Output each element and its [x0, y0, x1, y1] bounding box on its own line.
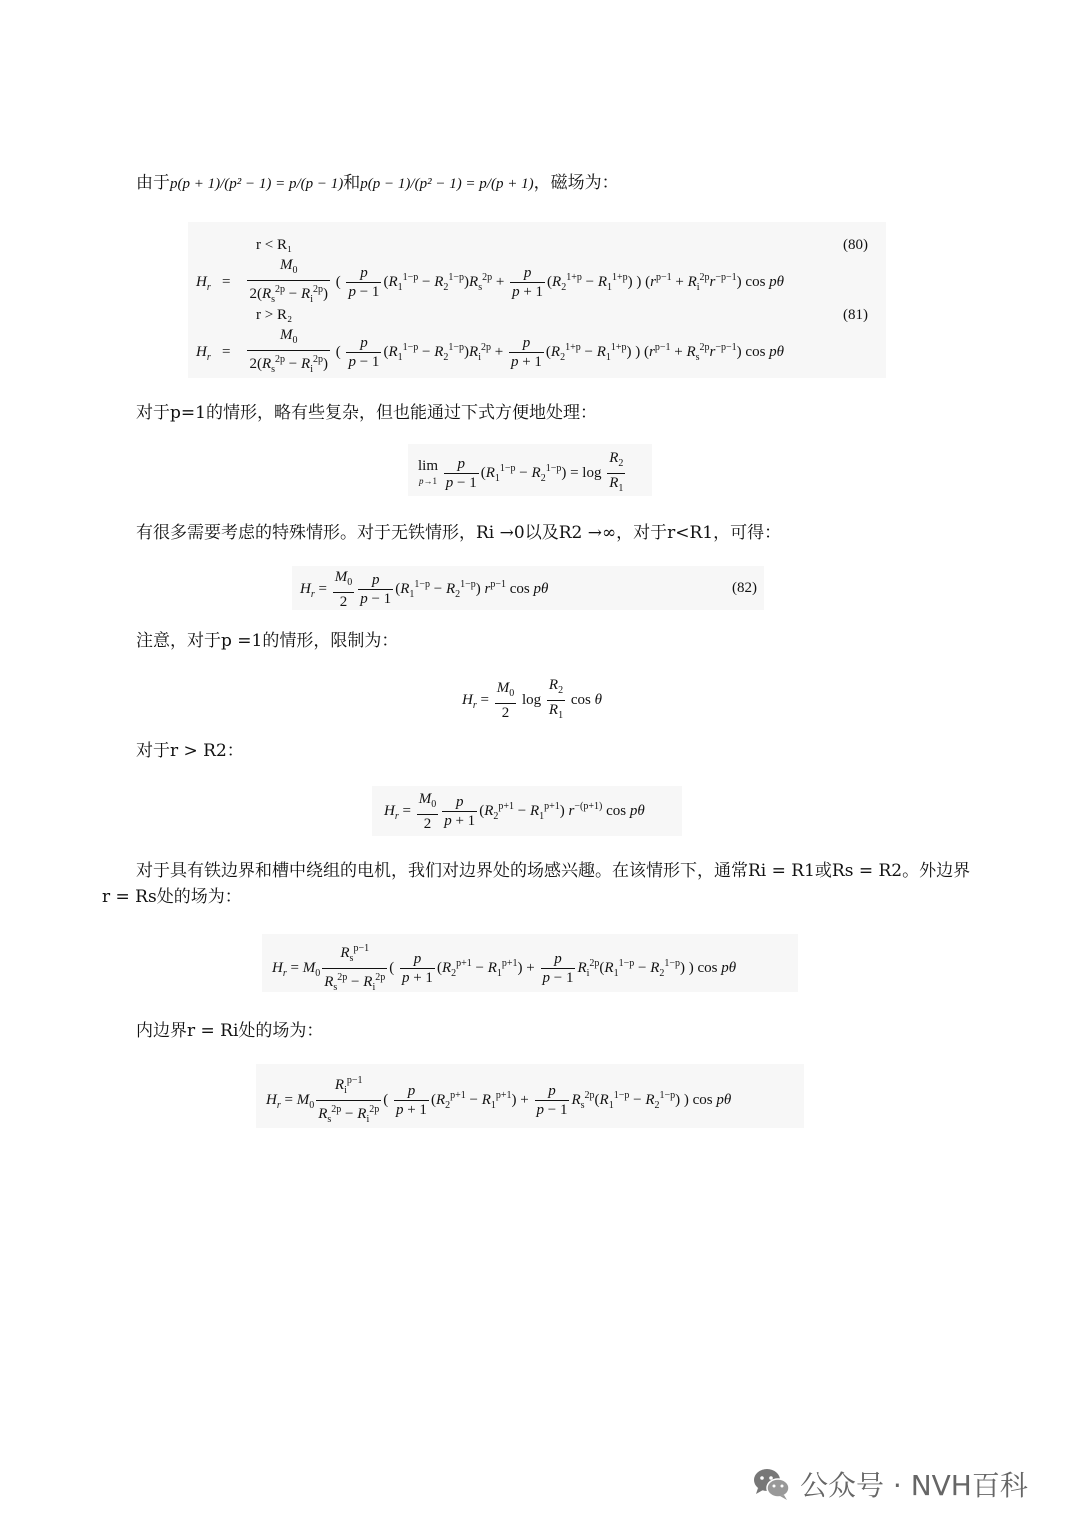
paragraph-3: 有很多需要考虑的特殊情形。对于无铁情形，Ri →0以及R2 →∞，对于r<R1，可得：: [136, 523, 782, 543]
equation-outer-boundary: $H_r = M_0$ $\frac{R_s^{p-1}}{R_s^{2p} - R_i^{2p}}$ ( $\frac{p}{p + 1}$ $(R_2^{p+1} - R_1^{p+1})$ + $\frac{p}{p - 1}$ $R_i^{2p}(R_1^{1-p} - R_2^{1-p})$ ) cos pθ: [272, 940, 736, 997]
paragraph-1-post: ，磁场为：: [533, 173, 619, 193]
paragraph-5: 对于r > R2：: [136, 741, 244, 761]
equation-81-condition: r > R₂: [256, 307, 293, 323]
equation-80-condition: r < R₁: [256, 237, 293, 253]
paragraph-4: 注意，对于p =1的情形，限制为：: [136, 631, 399, 651]
watermark-text: 公众号 · NVH百科: [800, 1469, 1028, 1502]
paragraph-2: 对于p=1的情形，略有些复杂，但也能通过下式方便地处理：: [136, 403, 597, 423]
wechat-icon: [752, 1467, 792, 1501]
equation-80: $H_r$ = $\frac{M_0}{2(R_s^{2p} - R_i^{2p})}$ ( $\frac{p}{p - 1}$ $(R_1^{1-p} - R_2^{1-p})R_s^{2p}$ + $\frac{p}{p + 1}$ $(R_2^{1+p} - R_1^{1+p})$ ) $(r^{p-1} + R_i^{2p}r^{-p-1})$ cos pθ: [196, 257, 785, 305]
equation-81-number: (81): [843, 307, 868, 323]
watermark: [752, 1464, 1028, 1504]
paragraph-1-math-1: p(p + 1)/(p² − 1) = p/(p − 1): [170, 176, 344, 192]
equation-82: $H_r$ = $\frac{M_0}{2}$ $\frac{p}{p - 1}$ $(R_1^{1-p} - R_2^{1-p})$ $r^{p-1}$ cos pθ: [300, 569, 549, 610]
equation-80-number: (80): [843, 237, 868, 253]
equation-p1-limit: $H_r$ = $\frac{M_0}{2}$ log $\frac{R_2}{R_1}$ cos θ: [462, 677, 602, 721]
paragraph-6: 对于具有铁边界和槽中绕组的电机，我们对边界处的场感兴趣。在该情形下，通常Ri = R1或Rs = R2。外边界r = Rs处的场为：: [102, 861, 971, 907]
equation-outer-field: $H_r$ = $\frac{M_0}{2}$ $\frac{p}{p + 1}$ $(R_2^{p+1} - R_1^{p+1})$ $r^{-(p+1)}$ cos pθ: [384, 791, 645, 832]
equation-81: $H_r$ = $\frac{M_0}{2(R_s^{2p} - R_i^{2p})}$ ( $\frac{p}{p - 1}$ $(R_1^{1-p} - R_2^{1-p})R_i^{2p}$ + $\frac{p}{p + 1}$ $(R_2^{1+p} - R_1^{1+p})$ ) $(r^{p-1} + R_s^{2p}r^{-p-1})$ cos pθ: [196, 327, 785, 375]
paragraph-1-mid: 和: [343, 173, 361, 193]
equation-inner-boundary: $H_r = M_0$ $\frac{R_i^{p-1}}{R_s^{2p} - R_i^{2p}}$ ( $\frac{p}{p + 1}$ $(R_2^{p+1} - R_1^{p+1})$ + $\frac{p}{p - 1}$ $R_s^{2p}(R_1^{1-p} - R_2^{1-p})$ ) cos pθ: [266, 1072, 731, 1129]
paragraph-1-pre: 由于: [136, 173, 170, 193]
paragraph-1-math-2: p(p − 1)/(p² − 1) = p/(p + 1): [360, 176, 534, 192]
paragraph-1: [136, 170, 619, 197]
equation-limit: lim p→1 $\frac{p}{p - 1}$ $(R_1^{1-p} - R_2^{1-p}) = \log$ $\frac{R_2}{R_1}$: [418, 450, 624, 494]
paragraph-7: 内边界r = Ri处的场为：: [136, 1021, 324, 1041]
equation-82-number: (82): [732, 580, 757, 596]
